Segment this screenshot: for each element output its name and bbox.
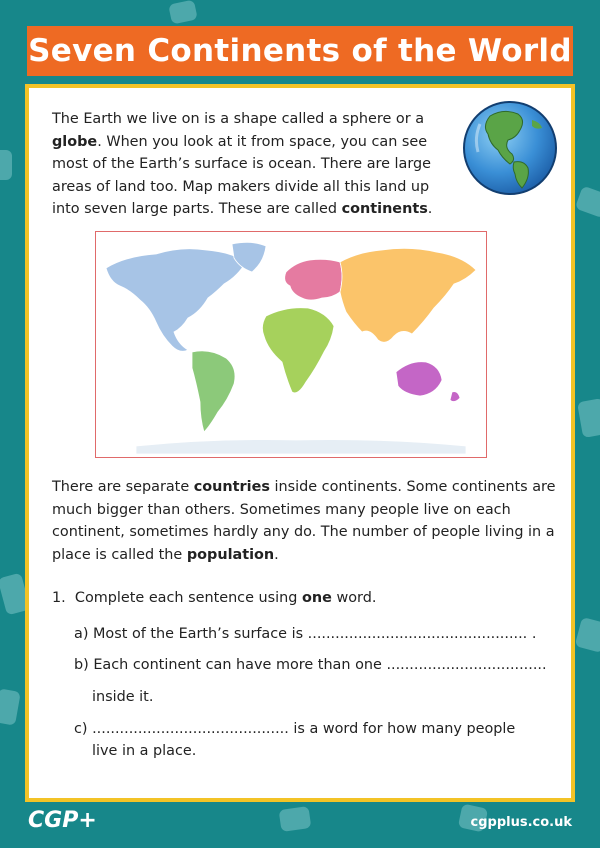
part-label: b) [74, 657, 89, 673]
title-banner [27, 26, 573, 76]
question-1b-continued [92, 686, 153, 708]
keyword-one: one [301, 590, 332, 606]
intro-text: . [427, 201, 433, 217]
world-map [96, 232, 488, 459]
question-1a [74, 623, 536, 645]
answer-blank-b[interactable]: ................................... [386, 657, 547, 673]
page-title: Seven Continents of the World [28, 33, 572, 69]
cgp-logo: CGP+ [28, 808, 97, 833]
question-1c-continued [92, 740, 196, 762]
part-text: Each continent can have more than one [93, 657, 382, 673]
north-america-region [106, 249, 246, 352]
part-end: . [531, 626, 537, 642]
question-1 [52, 587, 376, 609]
africa-region [262, 308, 334, 393]
south-america-region [192, 351, 235, 432]
keyword-globe: globe [52, 133, 98, 150]
part-text: inside it. [92, 689, 154, 705]
part-label: a) [74, 626, 89, 642]
countries-paragraph [52, 476, 557, 566]
oceania-region [396, 362, 442, 396]
asia-region [340, 248, 476, 342]
new-zealand-region [450, 392, 460, 402]
paragraph-text: There are separate [52, 479, 194, 495]
keyword-population: population [186, 546, 275, 563]
intro-paragraph [52, 108, 452, 221]
deco-shape [577, 398, 600, 438]
deco-shape [575, 617, 600, 653]
part-label: c) [74, 721, 88, 737]
question-1b [74, 654, 547, 676]
question-instruction: Complete each sentence using [74, 590, 302, 606]
deco-shape [0, 688, 21, 725]
part-text: Most of the Earth’s surface is [93, 626, 304, 642]
footer-url[interactable]: cgpplus.co.uk [470, 815, 572, 830]
europe-region [285, 259, 342, 300]
paragraph-text: inside continents. Some continents are much bigger than others. Sometimes many people live on each continent, sometimes hardly any do. The number of people living in a place is called the [52, 479, 556, 563]
question-instruction-end: word. [331, 590, 377, 606]
globe-icon [460, 98, 560, 198]
paragraph-text: . [274, 546, 279, 563]
deco-shape [279, 806, 312, 832]
question-1c [74, 718, 515, 740]
part-text: live in a place. [92, 743, 197, 759]
antarctica-region [136, 440, 466, 454]
keyword-continents: continents [341, 201, 428, 217]
deco-shape [0, 150, 12, 180]
answer-blank-c[interactable]: ........................................... [92, 721, 289, 737]
keyword-countries: countries [193, 479, 270, 495]
question-number: 1. [52, 590, 66, 606]
deco-shape [575, 186, 600, 219]
intro-text: The Earth we live on is a shape called a sphere or a [52, 111, 425, 127]
content-sheet [25, 84, 575, 802]
deco-shape [168, 0, 198, 24]
part-text: is a word for how many people [293, 721, 516, 737]
world-map-frame [95, 231, 487, 458]
intro-text: . When you look at it from space, you can see most of the Earth’s surface is ocean. There are large areas of land too. Map makers divide all this land up into seven large parts. These are called [52, 133, 432, 217]
answer-blank-a[interactable]: ................................................ [307, 626, 528, 642]
